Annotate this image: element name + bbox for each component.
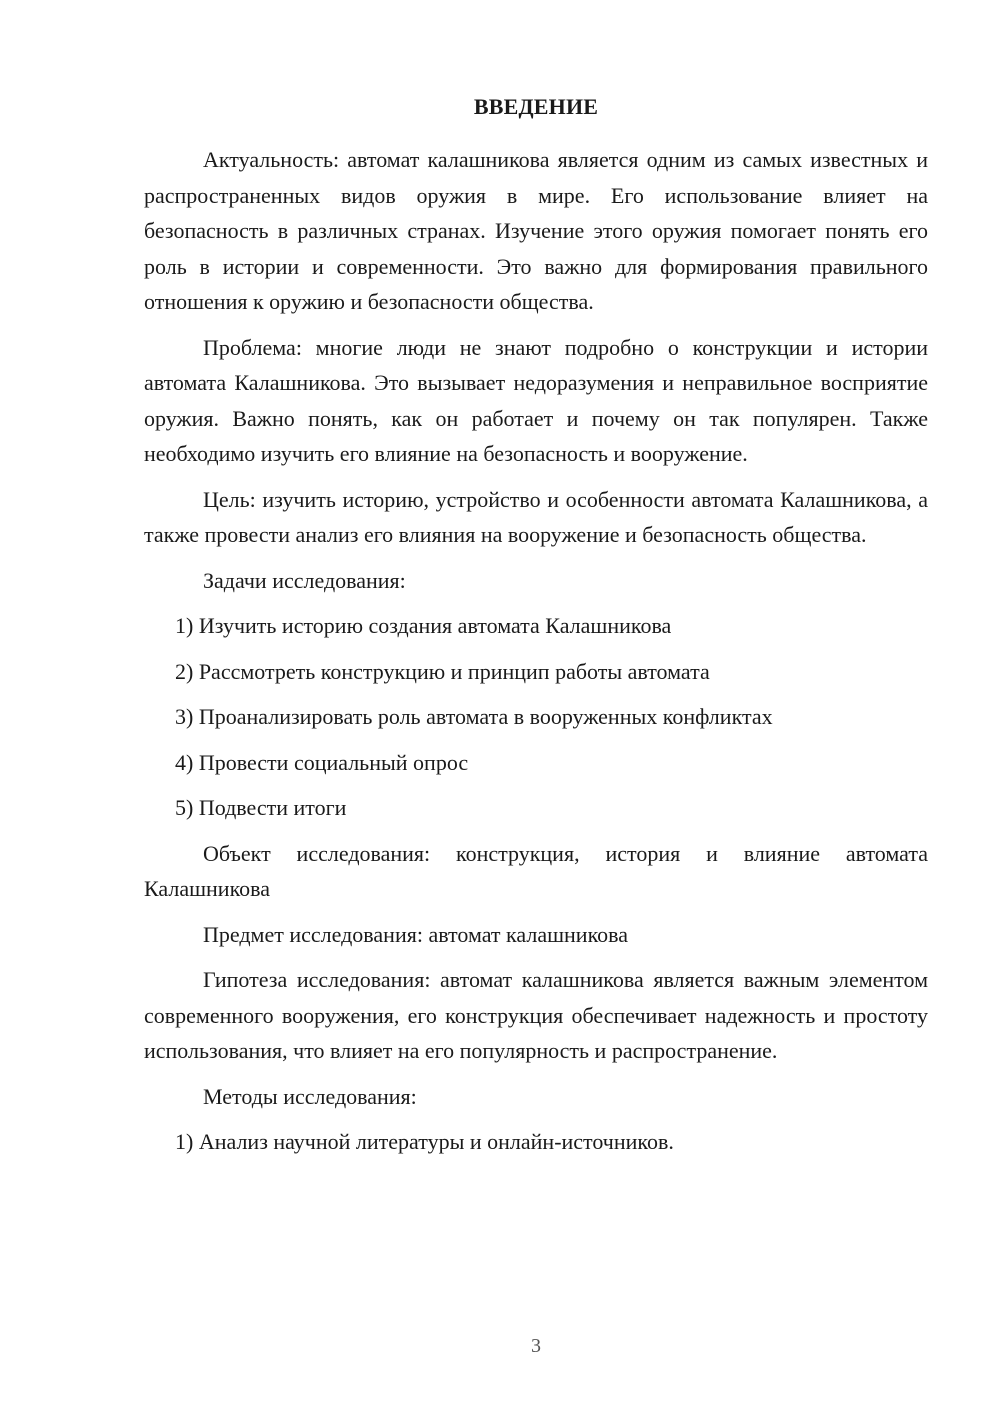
method-item: 1) Анализ научной литературы и онлайн-источников. bbox=[175, 1129, 674, 1154]
task-item: 3) Проанализировать роль автомата в вооруженных конфликтах bbox=[175, 704, 773, 729]
document-body bbox=[144, 142, 928, 1170]
methods-heading: Методы исследования: bbox=[203, 1083, 417, 1109]
paragraph-problem: Проблема: многие люди не знают подробно о конструкции и истории автомата Калашникова. Это вызывает недоразумения и неправильное восприятие оружия. Важно понять, как он работает и почему он так популярен. Также необходимо изучить его влияние на безопасность и вооружение. bbox=[144, 334, 928, 466]
paragraph-subject: Предмет исследования: автомат калашникова bbox=[203, 921, 629, 947]
task-item: 2) Рассмотреть конструкцию и принцип работы автомата bbox=[175, 658, 710, 684]
paragraph-object: Объект исследования: конструкция, история и влияние автомата Калашникова bbox=[144, 840, 928, 901]
paragraph-goal: Цель: изучить историю, устройство и особенности автомата Калашникова, а также провести анализ его влияния на вооружение и безопасность общества. bbox=[144, 486, 928, 547]
page-number: 3 bbox=[531, 1335, 541, 1357]
task-item: 4) Провести социальный опрос bbox=[175, 749, 469, 775]
section-title: ВВЕДЕНИЕ bbox=[473, 94, 599, 119]
paragraph-hypothesis: Гипотеза исследования: автомат калашникова является важным элементом современного вооружения, его конструкция обеспечивает надежность и простоту использования, что влияет на его популярность и распространение. bbox=[144, 967, 928, 1063]
paragraph-relevance: Актуальность: автомат калашникова является одним из самых известных и распространенных видов оружия в мире. Его использование влияет на безопасность в различных странах. Изучение этого оружия помогает понять его роль в истории и современности. Это важно для формирования правильного отношения к оружию и безопасности общества. bbox=[144, 147, 928, 314]
task-item: 1) Изучить историю создания автомата Калашникова bbox=[175, 613, 672, 638]
tasks-heading: Задачи исследования: bbox=[203, 567, 406, 593]
task-item: 5) Подвести итоги bbox=[175, 795, 347, 820]
